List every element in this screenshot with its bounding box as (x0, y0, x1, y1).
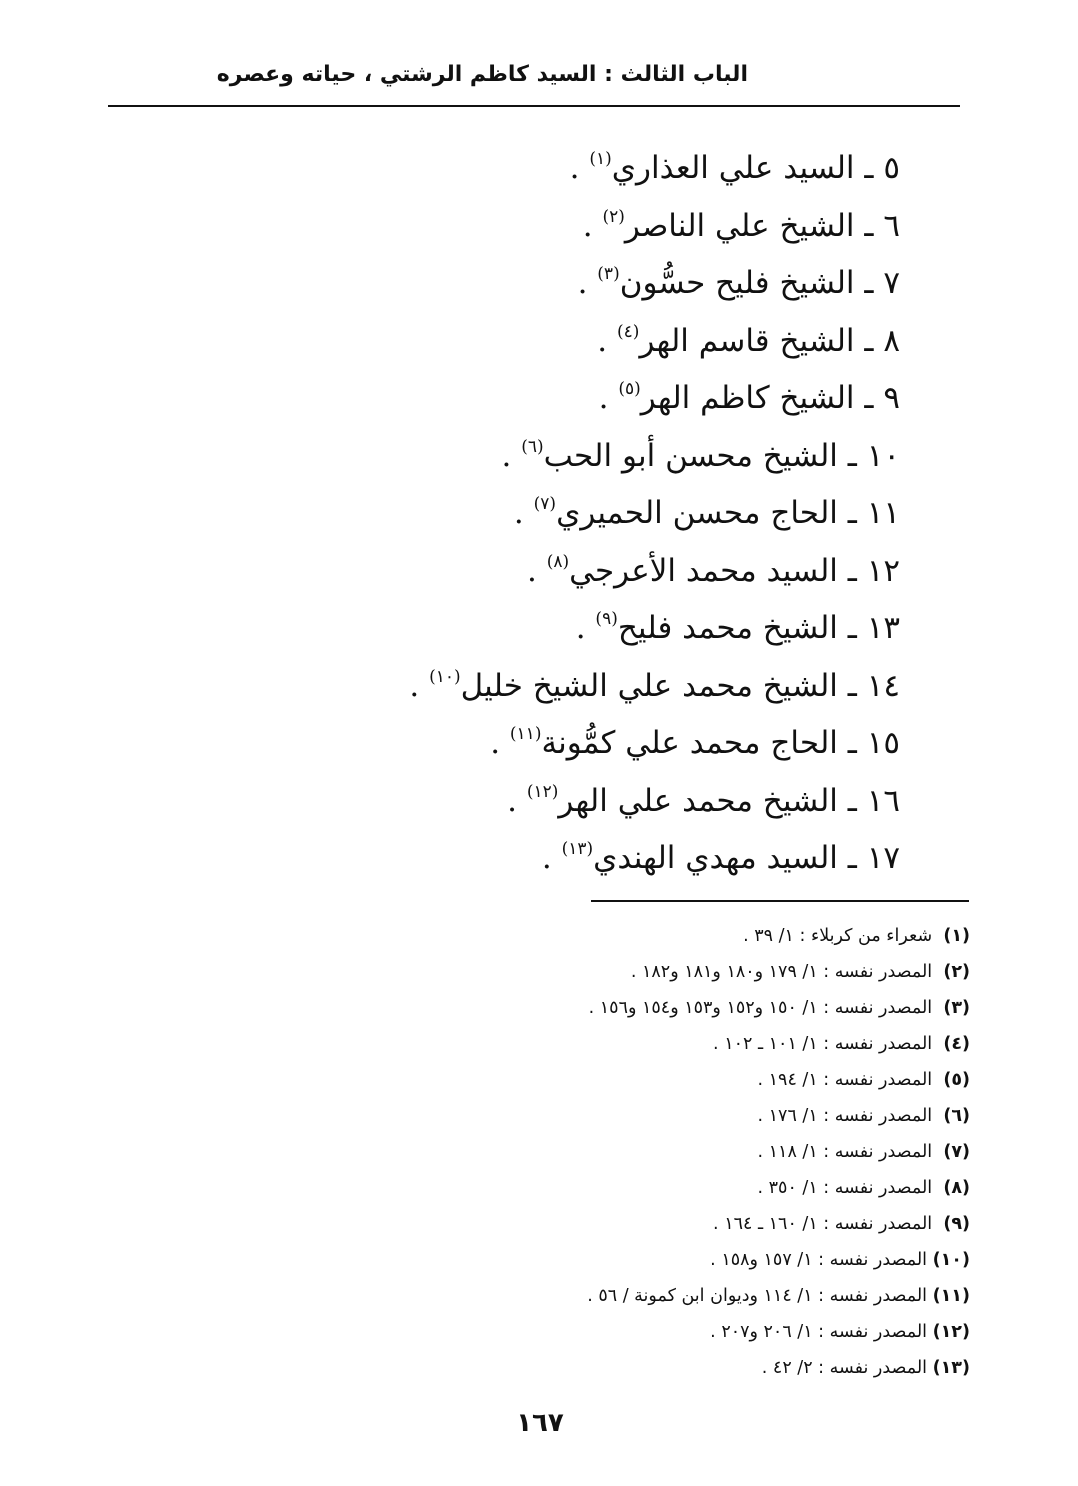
footnote (587, 990, 970, 1026)
entry-number: ١١ (866, 495, 900, 531)
footnote (587, 1206, 970, 1242)
footnote-number: (٩) (943, 1214, 970, 1234)
list-item: ٦ ـ الشيخ علي الناصر$^{(٢)}$ . (582, 206, 900, 244)
footnote-number: (٦) (943, 1106, 970, 1126)
footnote-ref: (٩) (595, 609, 618, 629)
footnote-number: (١٣) (932, 1358, 970, 1378)
entry-number: ١٤ (866, 667, 900, 704)
entry-name: الحاج محسن الحميري (556, 495, 838, 531)
footnote-number: (١) (943, 926, 970, 946)
footnote-text: المصدر نفسه : ١/ ١٧٩ و١٨٠ و١٨١ و١٨٢ . (630, 962, 933, 982)
footnote (587, 1170, 970, 1206)
entry-name: الشيخ فليح حسُّون (619, 265, 855, 301)
footnote-text: المصدر نفسه : ١/ ١٠١ ـ ١٠٢ . (713, 1034, 933, 1054)
list-item: ٨ ـ الشيخ قاسم الهر$^{(٤)}$ . (597, 321, 900, 359)
entry-number: ٩ (883, 380, 900, 416)
footnote-ref: (٤) (617, 321, 640, 342)
entry-number: ١٢ (866, 552, 900, 589)
footnote-number: (١١) (932, 1286, 970, 1306)
footnote (587, 1314, 970, 1350)
list-item: ١٧ ـ السيد مهدي الهندي$^{(١٣)}$ . (541, 839, 900, 876)
footnote (587, 1350, 970, 1386)
list-item: ٧ ـ الشيخ فليح حسُّون$^{(٣)}$ . (577, 264, 900, 301)
poets-list (409, 140, 900, 888)
list-item: ١٤ ـ الشيخ محمد علي الشيخ خليل$^{(١٠)}$ . (409, 666, 900, 704)
entry-name: السيد محمد الأعرجي (569, 552, 838, 589)
footnote-text: المصدر نفسه : ١/ ١٥٠ و١٥٢ و١٥٣ و١٥٤ و١٥٦ . (588, 998, 933, 1018)
entry-number: ١٧ (866, 840, 900, 876)
list-item: ١٠ ـ الشيخ محسن أبو الحب$^{(٦)}$ . (501, 436, 900, 474)
footnote (587, 1098, 970, 1134)
list-item: ١٦ ـ الشيخ محمد علي الهر$^{(١٢)}$ . (507, 781, 900, 819)
entry-name: السيد علي العذاري (611, 150, 855, 186)
entry-name: الشيخ علي الناصر (624, 207, 855, 244)
footnote-text: المصدر نفسه : ١/ ١٩٤ . (757, 1070, 933, 1090)
footnote-number: (٥) (943, 1070, 970, 1090)
footnotes-list (587, 918, 970, 1386)
footnote-ref: (١٢) (526, 781, 559, 802)
footnote (587, 1278, 970, 1314)
footnote (587, 918, 970, 954)
entry-name: الشيخ محمد علي الشيخ خليل (460, 667, 838, 704)
header-rule (108, 105, 960, 107)
footnote-text: المصدر نفسه : ١/ ٣٥٠ . (757, 1178, 933, 1198)
entry-number: ٥ (883, 150, 900, 186)
footnote-ref: (٧) (533, 494, 557, 514)
footnote-rule (591, 900, 969, 902)
list-item: ١٣ ـ الشيخ محمد فليح$^{(٩)}$ . (575, 609, 900, 646)
footnote-ref: (٣) (597, 264, 620, 284)
footnote (587, 954, 970, 990)
footnote-ref: (١٣) (561, 839, 594, 859)
footnote-ref: (١٠) (429, 666, 461, 687)
footnote-text: المصدر نفسه : ١/ ١١٤ وديوان ابن كمونة / ٥٦ . (587, 1286, 928, 1306)
entry-name: الشيخ محسن أبو الحب (543, 437, 838, 474)
footnote (587, 1062, 970, 1098)
entry-name: الشيخ محمد فليح (617, 610, 838, 646)
footnote-ref: (٨) (546, 551, 570, 572)
footnote-text: المصدر نفسه : ١/ ٢٠٦ و٢٠٧ . (710, 1322, 928, 1342)
entry-number: ٦ (883, 207, 900, 244)
footnote (587, 1134, 970, 1170)
entry-name: الشيخ كاظم الهر (640, 380, 855, 416)
footnote-number: (٨) (943, 1178, 970, 1198)
footnote-ref: (١١) (509, 724, 542, 744)
entry-name: الشيخ قاسم الهر (639, 322, 855, 359)
page-number: ١٦٧ (516, 1408, 564, 1438)
footnote-text: المصدر نفسه : ٢/ ٤٢ . (761, 1358, 928, 1378)
list-item: ١١ ـ الحاج محسن الحميري$^{(٧)}$ . (513, 494, 900, 531)
footnote (587, 1242, 970, 1278)
entry-name: السيد مهدي الهندي (593, 840, 838, 876)
list-item: ٥ ـ السيد علي العذاري$^{(١)}$ . (569, 149, 900, 186)
footnote-ref: (٥) (618, 379, 641, 399)
list-item: ١٢ ـ السيد محمد الأعرجي$^{(٨)}$ . (526, 551, 900, 589)
footnote-text: شعراء من كربلاء : ١/ ٣٩ . (743, 926, 933, 946)
entry-number: ١٣ (866, 610, 900, 646)
running-header: الباب الثالث : السيد كاظم الرشتي ، حياته وعصره (216, 62, 748, 87)
entry-name: الحاج محمد علي كمُّونة (541, 725, 838, 761)
footnote-text: المصدر نفسه : ١/ ١١٨ . (757, 1142, 933, 1162)
footnote-ref: (١) (589, 149, 612, 169)
footnote-number: (٢) (943, 962, 970, 982)
list-item: ١٥ ـ الحاج محمد علي كمُّونة$^{(١١)}$ . (490, 724, 900, 761)
footnote-ref: (٢) (602, 206, 625, 227)
entry-number: ١٥ (866, 725, 900, 761)
footnote-ref: (٦) (521, 436, 544, 457)
footnote-text: المصدر نفسه : ١/ ١٧٦ . (757, 1106, 933, 1126)
footnote-number: (٣) (943, 998, 970, 1018)
footnote-number: (١٢) (932, 1322, 970, 1342)
footnote-text: المصدر نفسه : ١/ ١٥٧ و١٥٨ . (710, 1250, 928, 1270)
entry-number: ٧ (883, 265, 900, 301)
entry-number: ٨ (883, 322, 900, 359)
footnote-number: (٤) (943, 1034, 970, 1054)
footnote-number: (١٠) (932, 1250, 970, 1270)
list-item: ٩ ـ الشيخ كاظم الهر$^{(٥)}$ . (598, 379, 900, 416)
footnote (587, 1026, 970, 1062)
footnote-text: المصدر نفسه : ١/ ١٦٠ ـ ١٦٤ . (713, 1214, 933, 1234)
entry-number: ١٠ (866, 437, 900, 474)
entry-number: ١٦ (866, 782, 900, 819)
footnote-number: (٧) (943, 1142, 970, 1162)
entry-name: الشيخ محمد علي الهر (558, 782, 838, 819)
